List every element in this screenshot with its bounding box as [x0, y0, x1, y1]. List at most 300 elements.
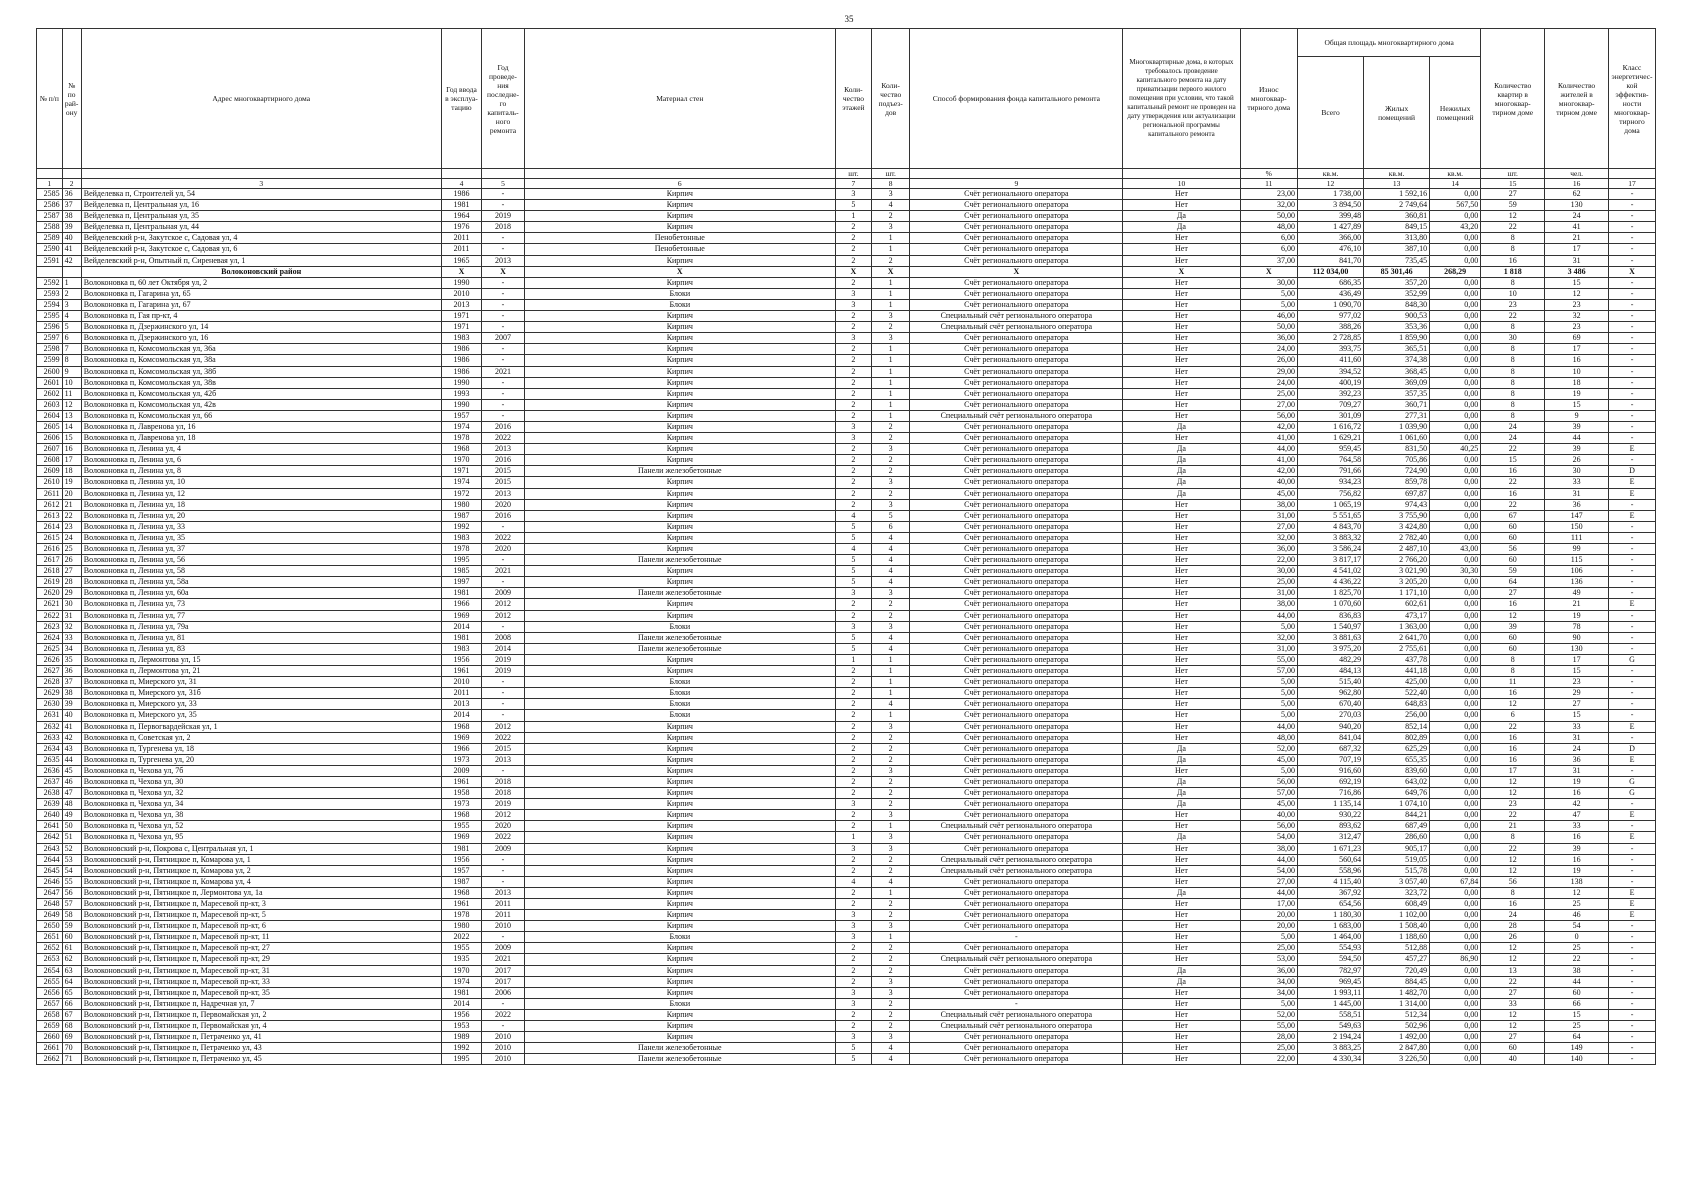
cell-energy-class: E — [1609, 510, 1656, 521]
cell-repair-needed: Нет — [1123, 943, 1240, 954]
cell-year-built: 1957 — [441, 410, 481, 421]
cell-area-total: 3 586,24 — [1298, 544, 1364, 555]
cell-area-living: 374,38 — [1364, 355, 1430, 366]
cell-district-n: 65 — [62, 987, 81, 998]
cell-entrances: 2 — [872, 599, 910, 610]
cell-area-living: 425,00 — [1364, 677, 1430, 688]
cell-year-repair: 2012 — [482, 810, 525, 821]
cell-area-total: 782,97 — [1298, 965, 1364, 976]
cell-area-living: 602,61 — [1364, 599, 1430, 610]
cell-entrances: 4 — [872, 577, 910, 588]
cell-year-built: 1976 — [441, 222, 481, 233]
cell-area-nonliving: 0,00 — [1430, 233, 1481, 244]
cell-area-total: 270,03 — [1298, 710, 1364, 721]
cell-wall-material: Панели железобетонные — [524, 632, 835, 643]
cell-repair-needed: Нет — [1123, 377, 1240, 388]
cell-area-living: 1 039,90 — [1364, 421, 1430, 432]
cell-area-total: 3 975,20 — [1298, 643, 1364, 654]
cell-address: Волоконовка п, Тургенева ул, 18 — [81, 743, 441, 754]
cell-fund-method: Счёт регионального оператора — [910, 211, 1123, 222]
cell-wall-material: Кирпич — [524, 455, 835, 466]
cell-year-repair: 2017 — [482, 976, 525, 987]
cell-entrances: 4 — [872, 632, 910, 643]
cell-district-n: 25 — [62, 544, 81, 555]
cell-n: 2595 — [37, 311, 63, 322]
cell-floors: 2 — [835, 222, 871, 233]
cell-area-nonliving: 43,20 — [1430, 222, 1481, 233]
cell-residents: 24 — [1545, 211, 1609, 222]
cell-year-repair: - — [482, 377, 525, 388]
cell-year-built: 1956 — [441, 654, 481, 665]
cell-address: Волоконовка п, Дзержинского ул, 16 — [81, 333, 441, 344]
cell-area-nonliving: 0,00 — [1430, 532, 1481, 543]
cell-area-total: 3 883,32 — [1298, 532, 1364, 543]
cell-year-built: 1995 — [441, 555, 481, 566]
cell-address: Вейделевка п, Центральная ул, 44 — [81, 222, 441, 233]
cell-wear: 5,00 — [1240, 765, 1298, 776]
cell-year-repair: 2015 — [482, 743, 525, 754]
cell-fund-method: X — [910, 266, 1123, 277]
colnum-entrances: 8 — [872, 179, 910, 189]
cell-fund-method: Счёт регионального оператора — [910, 233, 1123, 244]
header-area-living: Жилых помещений — [1364, 57, 1430, 169]
cell-area-living: 2 766,20 — [1364, 555, 1430, 566]
table-row — [37, 311, 1656, 322]
cell-flats: 24 — [1481, 433, 1545, 444]
cell-year-built: 1983 — [441, 643, 481, 654]
cell-year-repair: 2020 — [482, 821, 525, 832]
cell-n: 2621 — [37, 599, 63, 610]
cell-year-repair: - — [482, 355, 525, 366]
cell-address: Волоконовка п, Лавренова ул, 16 — [81, 421, 441, 432]
cell-residents: 150 — [1545, 521, 1609, 532]
cell-flats: 60 — [1481, 521, 1545, 532]
cell-flats: 33 — [1481, 998, 1545, 1009]
cell-entrances: 4 — [872, 544, 910, 555]
table-row — [37, 832, 1656, 843]
cell-repair-needed: Да — [1123, 421, 1240, 432]
table-row — [37, 399, 1656, 410]
cell-area-living: 515,78 — [1364, 865, 1430, 876]
cell-area-total: 366,00 — [1298, 233, 1364, 244]
cell-year-built: 1970 — [441, 965, 481, 976]
cell-year-repair: 2010 — [482, 1054, 525, 1065]
cell-floors: 3 — [835, 288, 871, 299]
cell-area-total: 2 194,24 — [1298, 1032, 1364, 1043]
cell-area-total: 411,60 — [1298, 355, 1364, 366]
cell-area-nonliving: 0,00 — [1430, 421, 1481, 432]
cell-flats: 13 — [1481, 965, 1545, 976]
cell-district-n — [62, 266, 81, 277]
cell-address: Волоконовка п, Ленина ул, 83 — [81, 643, 441, 654]
cell-year-built: 1978 — [441, 433, 481, 444]
cell-residents: 30 — [1545, 466, 1609, 477]
cell-year-built: 1986 — [441, 189, 481, 200]
cell-district-n: 47 — [62, 788, 81, 799]
cell-year-built: 1992 — [441, 521, 481, 532]
cell-year-built: 1971 — [441, 322, 481, 333]
cell-energy-class: - — [1609, 577, 1656, 588]
cell-fund-method: Счёт регионального оператора — [910, 721, 1123, 732]
cell-area-living: 1 482,70 — [1364, 987, 1430, 998]
table-row — [37, 377, 1656, 388]
cell-year-built: 1973 — [441, 799, 481, 810]
cell-floors: 2 — [835, 277, 871, 288]
cell-year-built: 2010 — [441, 677, 481, 688]
cell-repair-needed: Нет — [1123, 865, 1240, 876]
table-row — [37, 200, 1656, 211]
cell-address: Волоконовка п, Миерского ул, 35 — [81, 710, 441, 721]
cell-floors: 2 — [835, 499, 871, 510]
cell-n: 2642 — [37, 832, 63, 843]
cell-wall-material: Кирпич — [524, 488, 835, 499]
cell-energy-class: - — [1609, 288, 1656, 299]
cell-year-built: 2010 — [441, 288, 481, 299]
cell-wear: 57,00 — [1240, 666, 1298, 677]
cell-entrances: 4 — [872, 699, 910, 710]
cell-year-repair: 2021 — [482, 366, 525, 377]
cell-wear: 30,00 — [1240, 566, 1298, 577]
cell-energy-class: - — [1609, 666, 1656, 677]
cell-energy-class: - — [1609, 954, 1656, 965]
cell-year-built: 1980 — [441, 921, 481, 932]
cell-floors: 3 — [835, 189, 871, 200]
cell-entrances: 3 — [872, 444, 910, 455]
cell-wear: 53,00 — [1240, 954, 1298, 965]
cell-area-total: 4 330,34 — [1298, 1054, 1364, 1065]
cell-residents: 25 — [1545, 943, 1609, 954]
cell-area-total: 959,45 — [1298, 444, 1364, 455]
cell-wear: 22,00 — [1240, 1054, 1298, 1065]
cell-address: Волоконовка п, Чехова ул, 32 — [81, 788, 441, 799]
cell-area-nonliving: 0,00 — [1430, 721, 1481, 732]
cell-repair-needed: Да — [1123, 887, 1240, 898]
cell-area-nonliving: 0,00 — [1430, 1032, 1481, 1043]
cell-flats: 16 — [1481, 732, 1545, 743]
cell-fund-method: Счёт регионального оператора — [910, 910, 1123, 921]
cell-year-repair: - — [482, 311, 525, 322]
cell-entrances: 4 — [872, 200, 910, 211]
cell-area-nonliving: 0,00 — [1430, 410, 1481, 421]
cell-year-repair: 2018 — [482, 788, 525, 799]
cell-year-repair: X — [482, 266, 525, 277]
cell-year-repair: 2016 — [482, 421, 525, 432]
cell-floors: 2 — [835, 954, 871, 965]
cell-energy-class: - — [1609, 499, 1656, 510]
cell-residents: 19 — [1545, 610, 1609, 621]
table-row — [37, 721, 1656, 732]
table-row — [37, 788, 1656, 799]
cell-district-n: 48 — [62, 799, 81, 810]
cell-area-nonliving: 0,00 — [1430, 776, 1481, 787]
cell-residents: 54 — [1545, 921, 1609, 932]
cell-area-total: 482,29 — [1298, 654, 1364, 665]
table-row — [37, 932, 1656, 943]
cell-fund-method: Счёт регионального оператора — [910, 1054, 1123, 1065]
cell-area-total: 1 671,23 — [1298, 843, 1364, 854]
cell-year-built: 1981 — [441, 588, 481, 599]
cell-n: 2662 — [37, 1054, 63, 1065]
cell-wall-material: Кирпич — [524, 410, 835, 421]
cell-wall-material: Блоки — [524, 677, 835, 688]
cell-area-living: 2 847,80 — [1364, 1043, 1430, 1054]
cell-area-total: 1 445,00 — [1298, 998, 1364, 1009]
cell-floors: 3 — [835, 621, 871, 632]
cell-year-built: 1966 — [441, 599, 481, 610]
cell-wear: 5,00 — [1240, 998, 1298, 1009]
cell-area-total: 1 065,19 — [1298, 499, 1364, 510]
cell-floors: 5 — [835, 577, 871, 588]
cell-area-living: 608,49 — [1364, 899, 1430, 910]
cell-wear: 20,00 — [1240, 921, 1298, 932]
cell-area-living: 1 061,60 — [1364, 433, 1430, 444]
cell-entrances: 1 — [872, 233, 910, 244]
cell-area-living: 85 301,46 — [1364, 266, 1430, 277]
cell-repair-needed: Нет — [1123, 566, 1240, 577]
cell-repair-needed: Нет — [1123, 876, 1240, 887]
cell-wear: 5,00 — [1240, 699, 1298, 710]
cell-energy-class: E — [1609, 444, 1656, 455]
unit-wall-material — [524, 169, 835, 179]
cell-year-repair: 2020 — [482, 499, 525, 510]
cell-residents: 42 — [1545, 799, 1609, 810]
cell-floors: 2 — [835, 821, 871, 832]
cell-area-total: 707,19 — [1298, 754, 1364, 765]
cell-wall-material: Кирпич — [524, 421, 835, 432]
cell-repair-needed: Нет — [1123, 899, 1240, 910]
cell-area-living: 735,45 — [1364, 255, 1430, 266]
cell-n: 2657 — [37, 998, 63, 1009]
cell-residents: 25 — [1545, 1021, 1609, 1032]
colnum-wear: 11 — [1240, 179, 1298, 189]
cell-area-total: 4 843,70 — [1298, 521, 1364, 532]
colnum-residents: 16 — [1545, 179, 1609, 189]
cell-flats: 16 — [1481, 688, 1545, 699]
cell-year-repair: 2013 — [482, 754, 525, 765]
cell-area-living: 277,31 — [1364, 410, 1430, 421]
cell-year-built: 1983 — [441, 333, 481, 344]
cell-year-repair: 2016 — [482, 455, 525, 466]
cell-floors: 4 — [835, 510, 871, 521]
district-subtotal-row — [37, 266, 1656, 277]
cell-floors: 5 — [835, 1043, 871, 1054]
cell-address: Волоконовка п, Лермонтова ул, 15 — [81, 654, 441, 665]
cell-fund-method: Счёт регионального оператора — [910, 765, 1123, 776]
cell-wear: 25,00 — [1240, 1043, 1298, 1054]
cell-flats: 23 — [1481, 299, 1545, 310]
cell-flats: 12 — [1481, 943, 1545, 954]
cell-area-living: 1 859,90 — [1364, 333, 1430, 344]
cell-area-nonliving: 0,00 — [1430, 821, 1481, 832]
cell-year-repair: 2009 — [482, 843, 525, 854]
cell-fund-method: Счёт регионального оператора — [910, 732, 1123, 743]
cell-fund-method: Счёт регионального оператора — [910, 488, 1123, 499]
cell-flats: 22 — [1481, 721, 1545, 732]
cell-n: 2604 — [37, 410, 63, 421]
cell-entrances: 1 — [872, 887, 910, 898]
cell-year-repair: 2022 — [482, 832, 525, 843]
cell-wall-material: Кирпич — [524, 444, 835, 455]
cell-area-living: 3 205,20 — [1364, 577, 1430, 588]
cell-floors: 5 — [835, 1054, 871, 1065]
cell-area-total: 1 540,97 — [1298, 621, 1364, 632]
cell-fund-method: Счёт регионального оператора — [910, 388, 1123, 399]
cell-wall-material: Кирпич — [524, 211, 835, 222]
cell-area-nonliving: 0,00 — [1430, 810, 1481, 821]
cell-residents: 39 — [1545, 444, 1609, 455]
cell-year-built: 1995 — [441, 1054, 481, 1065]
cell-year-built: 1972 — [441, 488, 481, 499]
cell-n: 2650 — [37, 921, 63, 932]
cell-wear: 44,00 — [1240, 887, 1298, 898]
cell-wall-material: Кирпич — [524, 532, 835, 543]
cell-energy-class: - — [1609, 876, 1656, 887]
cell-repair-needed: Нет — [1123, 810, 1240, 821]
cell-flats: 17 — [1481, 765, 1545, 776]
cell-residents: 41 — [1545, 222, 1609, 233]
cell-address: Волоконовка п, Комсомольская ул, 38а — [81, 355, 441, 366]
cell-residents: 31 — [1545, 732, 1609, 743]
cell-wear: 50,00 — [1240, 211, 1298, 222]
cell-wall-material: Кирпич — [524, 322, 835, 333]
cell-area-living: 649,76 — [1364, 788, 1430, 799]
cell-flats: 56 — [1481, 544, 1545, 555]
cell-entrances: 2 — [872, 998, 910, 1009]
cell-area-nonliving: 0,00 — [1430, 832, 1481, 843]
cell-wall-material: Кирпич — [524, 976, 835, 987]
cell-floors: 2 — [835, 666, 871, 677]
cell-repair-needed: Да — [1123, 754, 1240, 765]
cell-fund-method: Счёт регионального оператора — [910, 544, 1123, 555]
cell-entrances: 1 — [872, 932, 910, 943]
cell-repair-needed: Нет — [1123, 677, 1240, 688]
cell-district-n: 49 — [62, 810, 81, 821]
cell-area-living: 369,09 — [1364, 377, 1430, 388]
cell-year-repair: - — [482, 244, 525, 255]
table-row — [37, 1043, 1656, 1054]
cell-area-living: 3 021,90 — [1364, 566, 1430, 577]
cell-year-built: 1978 — [441, 910, 481, 921]
cell-residents: 16 — [1545, 832, 1609, 843]
cell-fund-method: Счёт регионального оператора — [910, 799, 1123, 810]
cell-year-repair: 2012 — [482, 599, 525, 610]
cell-residents: 3 486 — [1545, 266, 1609, 277]
table-row — [37, 799, 1656, 810]
cell-district-n: 22 — [62, 510, 81, 521]
cell-wall-material: Кирпич — [524, 1021, 835, 1032]
cell-area-nonliving: 0,00 — [1430, 322, 1481, 333]
cell-floors: 2 — [835, 466, 871, 477]
cell-district-n: 7 — [62, 344, 81, 355]
cell-wall-material: Кирпич — [524, 943, 835, 954]
cell-wall-material: Кирпич — [524, 521, 835, 532]
cell-entrances: 2 — [872, 865, 910, 876]
cell-floors: 5 — [835, 521, 871, 532]
cell-address: Волоконовка п, Гагарина ул, 67 — [81, 299, 441, 310]
cell-wear: 45,00 — [1240, 754, 1298, 765]
table-row — [37, 666, 1656, 677]
cell-year-repair: - — [482, 932, 525, 943]
cell-year-repair: 2009 — [482, 943, 525, 954]
cell-n: 2638 — [37, 788, 63, 799]
cell-district-n: 40 — [62, 710, 81, 721]
cell-area-nonliving: 0,00 — [1430, 654, 1481, 665]
cell-area-living: 286,60 — [1364, 832, 1430, 843]
cell-wall-material: Панели железобетонные — [524, 1043, 835, 1054]
cell-area-total: 3 817,17 — [1298, 555, 1364, 566]
cell-area-living: 3 226,50 — [1364, 1054, 1430, 1065]
cell-flats: 8 — [1481, 399, 1545, 410]
cell-n: 2593 — [37, 288, 63, 299]
cell-fund-method: Счёт регионального оператора — [910, 299, 1123, 310]
cell-entrances: 2 — [872, 743, 910, 754]
cell-wear: 38,00 — [1240, 843, 1298, 854]
cell-repair-needed: Нет — [1123, 1021, 1240, 1032]
cell-repair-needed: Да — [1123, 466, 1240, 477]
cell-n: 2610 — [37, 477, 63, 488]
cell-n: 2656 — [37, 987, 63, 998]
cell-repair-needed: Нет — [1123, 588, 1240, 599]
cell-district-n: 2 — [62, 288, 81, 299]
cell-fund-method: Счёт регионального оператора — [910, 499, 1123, 510]
cell-residents: 64 — [1545, 1032, 1609, 1043]
cell-district-n: 13 — [62, 410, 81, 421]
cell-fund-method: Счёт регионального оператора — [910, 577, 1123, 588]
cell-area-nonliving: 0,00 — [1430, 921, 1481, 932]
cell-year-repair: 2014 — [482, 643, 525, 654]
cell-year-repair: - — [482, 344, 525, 355]
cell-area-total: 756,82 — [1298, 488, 1364, 499]
cell-district-n: 71 — [62, 1054, 81, 1065]
cell-area-living: 705,86 — [1364, 455, 1430, 466]
cell-wear: 44,00 — [1240, 854, 1298, 865]
cell-year-repair: 2019 — [482, 654, 525, 665]
cell-area-nonliving: 0,00 — [1430, 311, 1481, 322]
cell-energy-class: - — [1609, 799, 1656, 810]
cell-entrances: 2 — [872, 899, 910, 910]
cell-address: Волоконовка п, Комсомольская ул, 38в — [81, 377, 441, 388]
cell-n: 2629 — [37, 688, 63, 699]
table-row — [37, 410, 1656, 421]
table-row — [37, 577, 1656, 588]
cell-fund-method: Счёт регионального оператора — [910, 555, 1123, 566]
cell-wear: 44,00 — [1240, 610, 1298, 621]
cell-entrances: 1 — [872, 277, 910, 288]
table-row — [37, 510, 1656, 521]
cell-wear: 36,00 — [1240, 333, 1298, 344]
cell-n: 2648 — [37, 899, 63, 910]
cell-address: Вейделевский р-н, Закутское с, Садовая ул, 4 — [81, 233, 441, 244]
cell-address: Волоконовский р-н, Пятницкое п, Маресевой пр-кт, 3 — [81, 899, 441, 910]
cell-residents: 66 — [1545, 998, 1609, 1009]
cell-repair-needed: Нет — [1123, 333, 1240, 344]
unit-area-living: кв.м. — [1364, 169, 1430, 179]
cell-energy-class: G — [1609, 654, 1656, 665]
cell-n: 2609 — [37, 466, 63, 477]
cell-year-repair: 2007 — [482, 333, 525, 344]
cell-area-living: 1 188,60 — [1364, 932, 1430, 943]
cell-district-n: 20 — [62, 488, 81, 499]
cell-flats: 26 — [1481, 932, 1545, 943]
cell-residents: 17 — [1545, 244, 1609, 255]
cell-area-nonliving: 0,00 — [1430, 899, 1481, 910]
cell-year-repair: 2022 — [482, 1009, 525, 1020]
cell-entrances: 4 — [872, 566, 910, 577]
cell-address: Волоконовский р-н, Пятницкое п, Первомайская ул, 2 — [81, 1009, 441, 1020]
cell-energy-class: - — [1609, 1032, 1656, 1043]
cell-area-total: 400,19 — [1298, 377, 1364, 388]
cell-area-living: 687,49 — [1364, 821, 1430, 832]
